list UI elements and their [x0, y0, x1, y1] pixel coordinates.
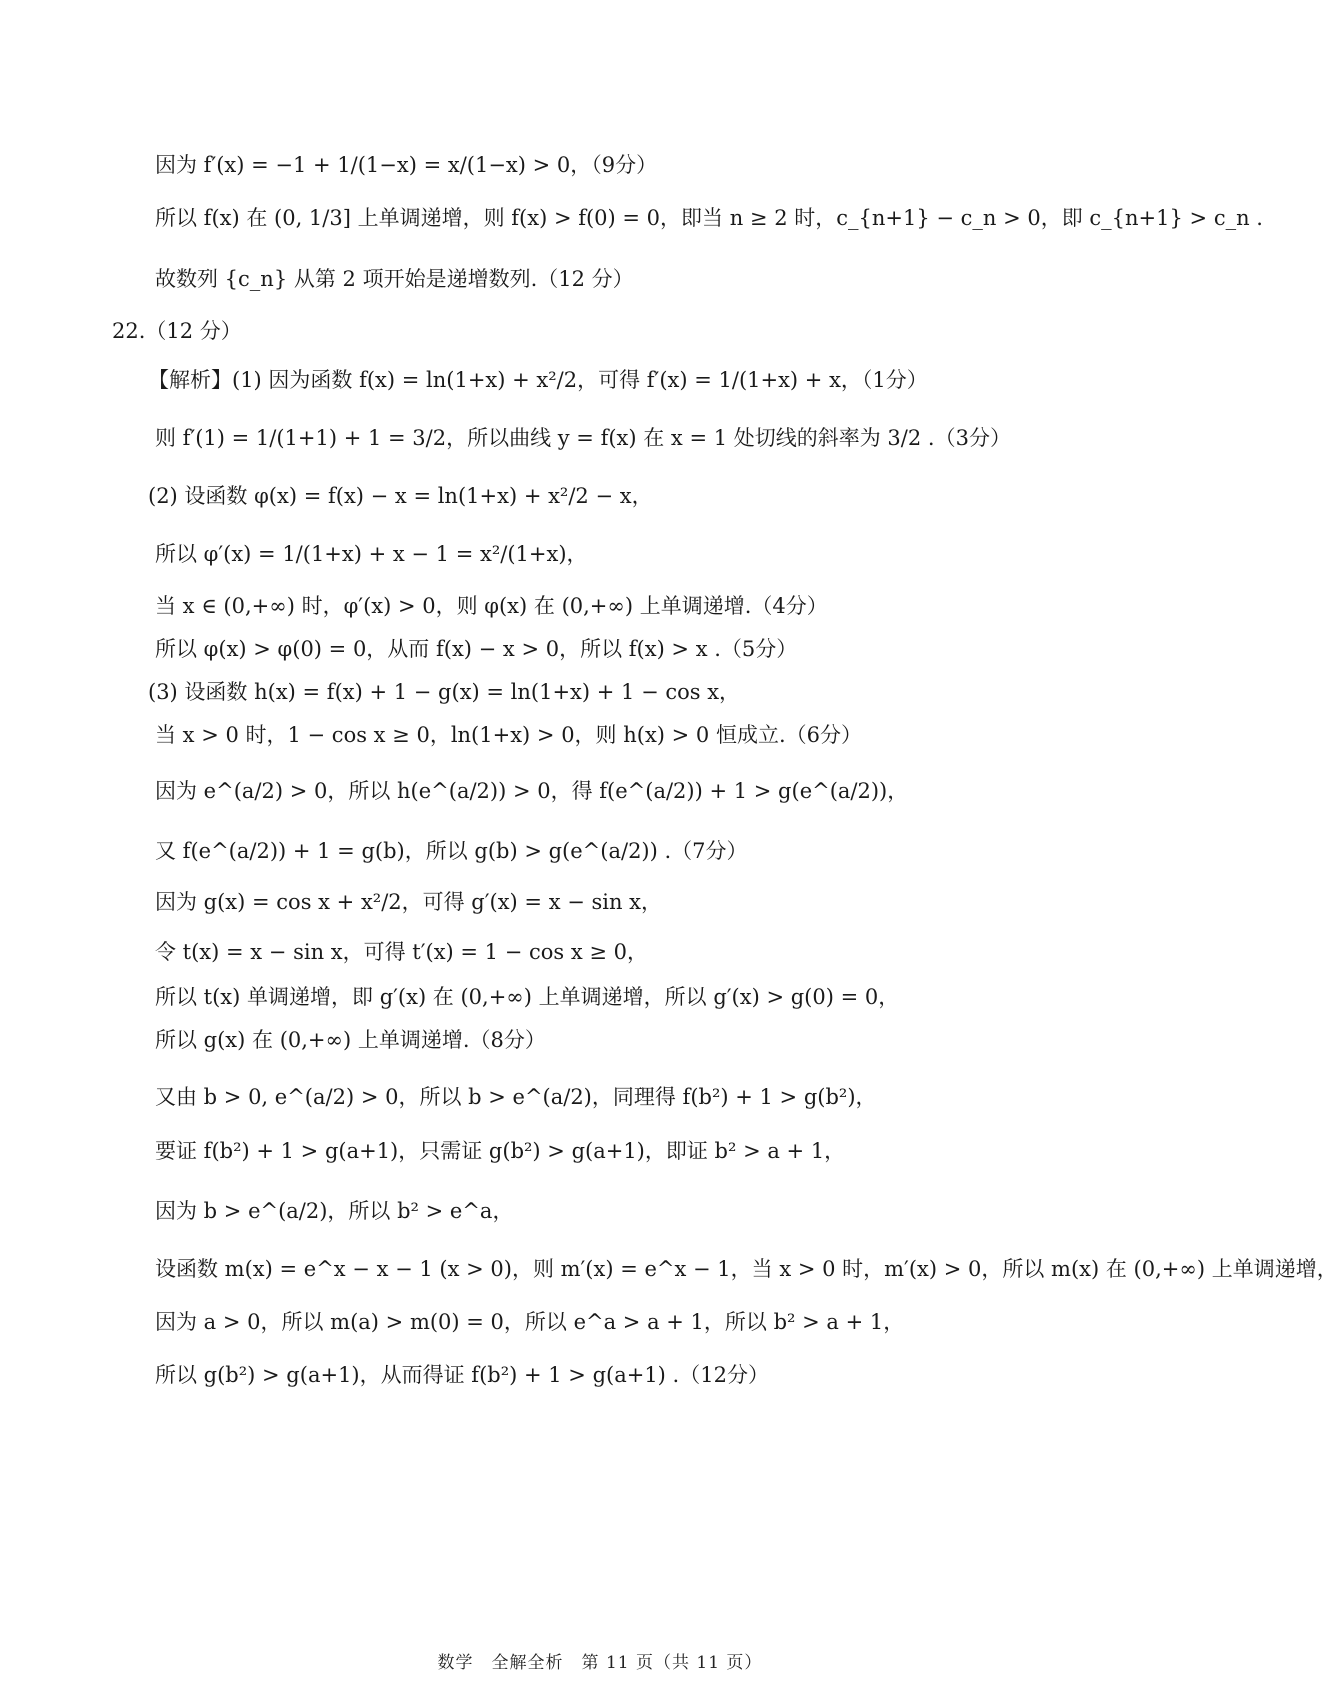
text-line: (3) 设函数 h(x) = f(x) + 1 − g(x) = ln(1+x) + 1 − cos x，: [148, 680, 741, 704]
text-line: 因为 e^(a/2) > 0，所以 h(e^(a/2)) > 0，得 f(e^(a/2)) + 1 > g(e^(a/2))，: [155, 779, 909, 803]
question-number: 22.（12 分）: [112, 319, 242, 343]
text-line: 所以 f(x) 在 (0, 1/3] 上单调递增，则 f(x) > f(0) = 0，即当 n ≥ 2 时，c_{n+1} − c_n > 0，即 c_{n+1} > c_n .: [155, 206, 1263, 230]
text-line: 【解析】(1) 因为函数 f(x) = ln(1+x) + x²/2，可得 f′(x) = 1/(1+x) + x，（1分）: [148, 368, 928, 392]
text-line: 当 x > 0 时，1 − cos x ≥ 0，ln(1+x) > 0，则 h(x) > 0 恒成立.（6分）: [155, 723, 862, 747]
text-line: (2) 设函数 φ(x) = f(x) − x = ln(1+x) + x²/2 − x，: [148, 484, 653, 508]
text-line: 又 f(e^(a/2)) + 1 = g(b)，所以 g(b) > g(e^(a/2)) .（7分）: [155, 839, 748, 863]
text-line: 要证 f(b²) + 1 > g(a+1)，只需证 g(b²) > g(a+1)，即证 b² > a + 1，: [155, 1139, 846, 1163]
text-line: 所以 g(x) 在 (0,+∞) 上单调递增.（8分）: [155, 1028, 546, 1052]
text-line: 因为 f′(x) = −1 + 1/(1−x) = x/(1−x) > 0，（9分）: [155, 153, 658, 177]
text-line: 所以 t(x) 单调递增，即 g′(x) 在 (0,+∞) 上单调递增，所以 g′(x) > g(0) = 0，: [155, 985, 900, 1009]
text-line: 所以 g(b²) > g(a+1)，从而得证 f(b²) + 1 > g(a+1) .（12分）: [155, 1363, 769, 1387]
text-line: 所以 φ′(x) = 1/(1+x) + x − 1 = x²/(1+x)，: [155, 542, 588, 566]
text-line: 所以 φ(x) > φ(0) = 0，从而 f(x) − x > 0，所以 f(x) > x .（5分）: [155, 637, 798, 661]
text-line: 因为 g(x) = cos x + x²/2，可得 g′(x) = x − sin x，: [155, 890, 663, 914]
text-line: 设函数 m(x) = e^x − x − 1 (x > 0)，则 m′(x) = e^x − 1，当 x > 0 时，m′(x) > 0，所以 m(x) 在 (0,+∞) 上单调递增，: [155, 1257, 1338, 1281]
text-line: 因为 a > 0，所以 m(a) > m(0) = 0，所以 e^a > a + 1，所以 b² > a + 1，: [155, 1310, 905, 1334]
text-line: 故数列 {c_n} 从第 2 项开始是递增数列.（12 分）: [155, 267, 634, 291]
text-line: 因为 b > e^(a/2)，所以 b² > e^a，: [155, 1199, 514, 1223]
text-line: 则 f′(1) = 1/(1+1) + 1 = 3/2，所以曲线 y = f(x) 在 x = 1 处切线的斜率为 3/2 .（3分）: [155, 426, 1011, 450]
page-footer: 数学 全解全析 第 11 页（共 11 页）: [437, 1653, 763, 1673]
text-line: 又由 b > 0, e^(a/2) > 0，所以 b > e^(a/2)，同理得 f(b²) + 1 > g(b²)，: [155, 1085, 877, 1109]
text-line: 令 t(x) = x − sin x，可得 t′(x) = 1 − cos x ≥ 0，: [155, 940, 648, 964]
text-line: 当 x ∈ (0,+∞) 时，φ′(x) > 0，则 φ(x) 在 (0,+∞) 上单调递增.（4分）: [155, 594, 828, 618]
